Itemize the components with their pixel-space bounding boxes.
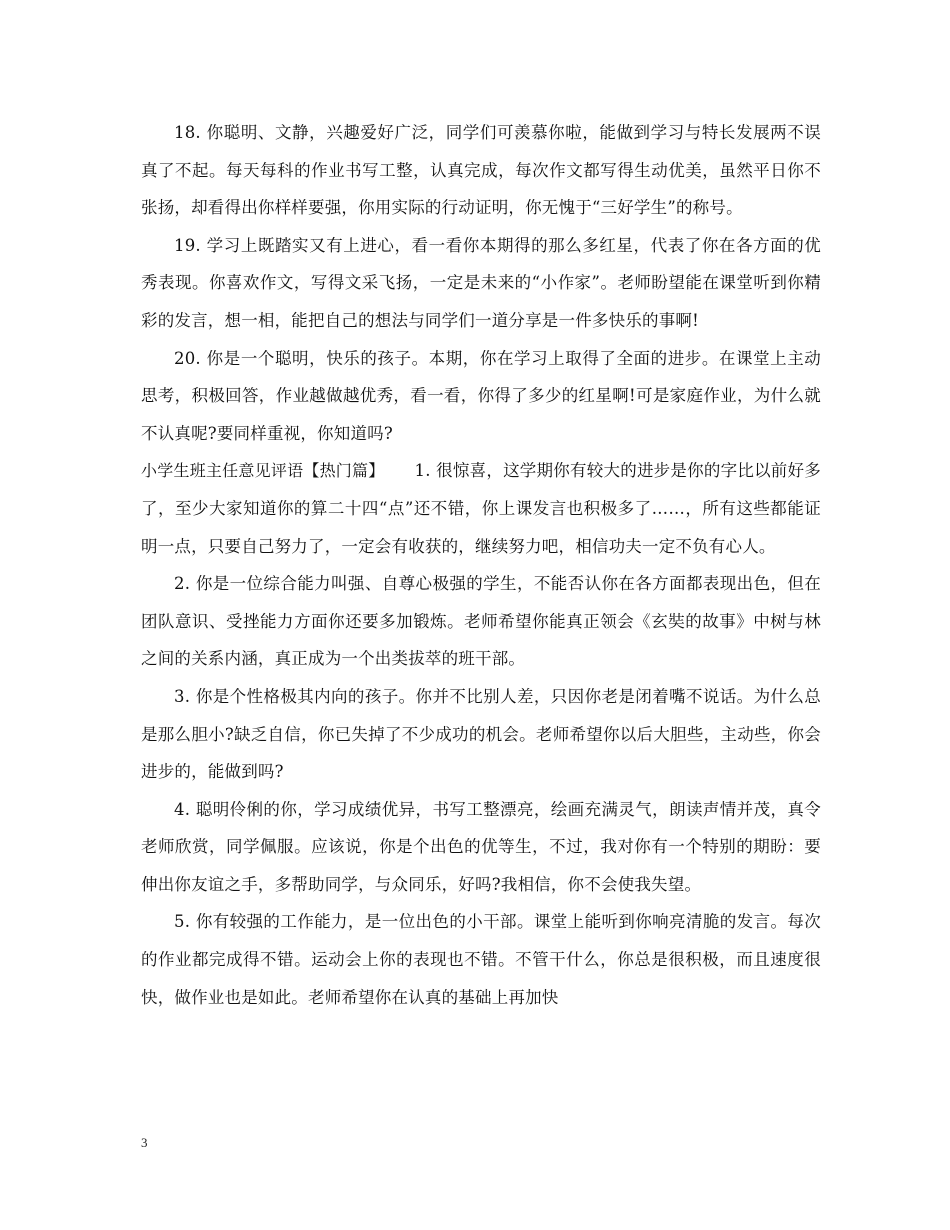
comment-paragraph-2 [141, 565, 821, 678]
comment-paragraph-4 [141, 791, 821, 904]
comment-number: 5. [174, 912, 191, 932]
comment-text: 你是一位综合能力叫强、自尊心极强的学生，不能否认你在各方面都表现出色，但在团队意识、受挫能力方面你还要多加锻炼。老师希望你能真正领会《玄奘的故事》中树与林之间的关系内涵，真正成为一个出类拔萃的班干部。 [141, 574, 821, 669]
comment-paragraph-19 [141, 227, 821, 340]
comment-paragraph-20 [141, 340, 821, 453]
comment-paragraph-3 [141, 678, 821, 791]
page-number: 3 [141, 1135, 148, 1150]
comment-number: 18. [174, 123, 201, 142]
comment-number: 4. [174, 799, 191, 819]
comment-text: 学习上既踏实又有上进心，看一看你本期得的那么多红星，代表了你在各方面的优秀表现。你喜欢作文，写得文采飞扬，一定是未来的“小作家”。老师盼望能在课堂听到你精彩的发言，想一相，能把自己的想法与同学们一道分享是一件多快乐的事啊! [141, 235, 821, 330]
comment-text: 你是个性格极其内向的孩子。你并不比别人差，只因你老是闭着嘴不说话。为什么总是那么胆小?缺乏自信，你已失掉了不少成功的机会。老师希望你以后大胆些，主动些，你会进步的，能做到吗? [141, 686, 821, 782]
comment-number: 1. [414, 461, 431, 481]
comment-paragraph-5 [141, 903, 821, 1016]
comment-number: 20. [174, 348, 201, 368]
document-body [141, 114, 821, 1016]
comment-number: 2. [174, 574, 191, 594]
section-start-paragraph [141, 452, 821, 565]
comment-paragraph-18 [141, 114, 821, 227]
comment-number: 19. [174, 235, 201, 255]
section-heading: 小学生班主任意见评语【热门篇】 [141, 461, 385, 481]
comment-text: 很惊喜，这学期你有较大的进步是你的字比以前好多了，至少大家知道你的算二十四“点”还不错，你上课发言也积极多了……，所有这些都能证明一点，只要自己努力了，一定会有收获的，继续努力吧，相信功夫一定不负有心人。 [141, 461, 821, 556]
comment-text: 你有较强的工作能力，是一位出色的小干部。课堂上能听到你响亮清脆的发言。每次的作业都完成得不错。运动会上你的表现也不错。不管干什么，你总是很积极，而且速度很快，做作业也是如此。老师希望你在认真的基础上再加快 [141, 912, 821, 1007]
comment-number: 3. [174, 686, 191, 706]
comment-text: 聪明伶俐的你，学习成绩优异，书写工整漂亮，绘画充满灵气，朗读声情并茂，真令老师欣赏，同学佩服。应该说，你是个出色的优等生，不过，我对你有一个特别的期盼：要伸出你友谊之手，多帮助同学，与众同乐，好吗?我相信，你不会使我失望。 [141, 799, 821, 894]
comment-text: 你聪明、文静，兴趣爱好广泛，同学们可羡慕你啦，能做到学习与特长发展两不误真了不起。每天每科的作业书写工整，认真完成，每次作文都写得生动优美，虽然平日你不张扬，却看得出你样样要强，你用实际的行动证明，你无愧于“三好学生”的称号。 [141, 123, 821, 218]
comment-text: 你是一个聪明，快乐的孩子。本期，你在学习上取得了全面的进步。在课堂上主动思考，积极回答，作业越做越优秀，看一看，你得了多少的红星啊!可是家庭作业，为什么就不认真呢?要同样重视，你知道吗? [141, 348, 821, 443]
